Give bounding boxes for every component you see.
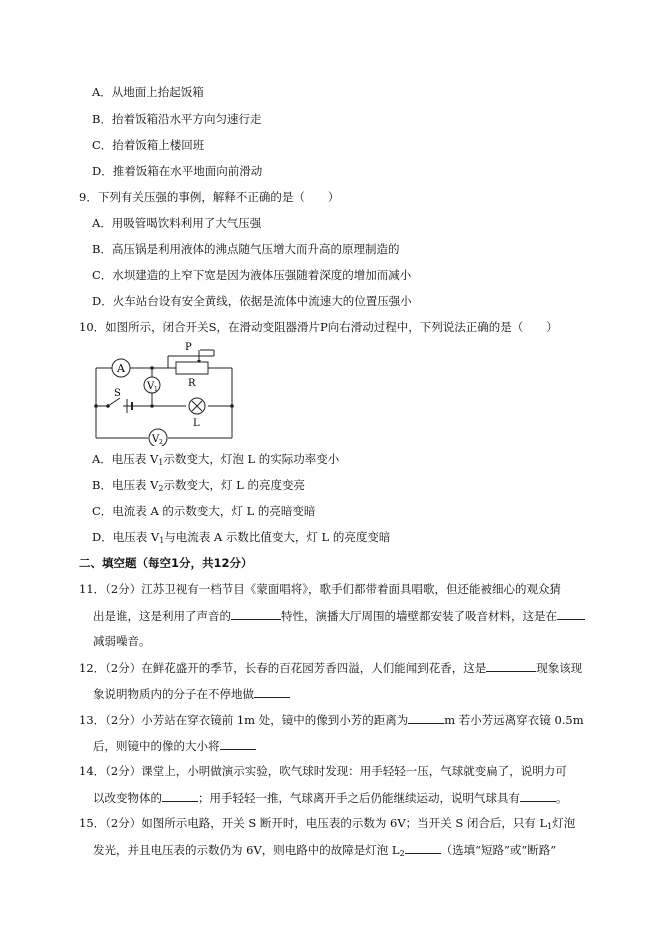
v1-label: V: [147, 381, 155, 392]
q15-line2: 发光，并且电压表的示数仍为 6V，则电路中的故障是灯泡 $L_2$ （选填“短路”或“断路”: [93, 843, 557, 858]
v2-sub: 2: [159, 439, 163, 446]
q10-option-a: A．电压表 $V_1$示数变大，灯泡 L 的实际功率变小: [92, 452, 340, 467]
q10-option-d: D．电压表 $V_1$与电流表 A 示数比值变大，灯 L 的亮度变暗: [92, 530, 391, 545]
q12-line1: 12．（2分）在鲜花盛开的季节，长春的百花园芳香四溢，人们能闻到花香，这是 现象该现: [79, 661, 583, 675]
q12-line2: 象说明物质内的分子在不停地做: [93, 685, 290, 702]
q10-option-b: B．电压表 $V_2$示数变大，灯 L 的亮度变亮: [92, 478, 305, 493]
switch-label: S: [114, 388, 121, 399]
q8-option-d: D．推着饭箱在水平地面向前滑动: [92, 164, 263, 178]
q9-option-d: D．火车站台设有安全黄线，依据是流体中流速大的位置压强小: [92, 294, 412, 308]
lamp-label: L: [193, 418, 200, 429]
q9-option-c: C．水坝建造的上窄下宽是因为液体压强随着深度的增加而减小: [92, 268, 412, 282]
q11-line1: 11．（2分）江苏卫视有一档节目《蒙面唱将》，歌手们都带着面具唱歌，但还能被细心的观众猜: [79, 582, 561, 596]
q13-line2: 后，则镜中的像的大小将: [93, 737, 256, 754]
answer-blank: [520, 789, 556, 802]
q8-option-b: B．抬着饭箱沿水平方向匀速行走: [92, 112, 262, 126]
q15-line1: 15．（2分）如图所示电路，开关 S 断开时，电压表的示数为 6V；当开关 S 闭合后，只有 $L_1$灯泡: [79, 816, 576, 831]
answer-blank: [557, 607, 585, 620]
answer-blank: [220, 737, 256, 750]
q13-line1: 13．（2分）小芳站在穿衣镜前 1m 处，镜中的像到小芳的距离为 m 若小芳远离穿衣镜 0.5m: [79, 713, 584, 727]
answer-blank: [486, 659, 536, 672]
q11-line2: 出是谁，这是利用了声音的 特性，演播大厅周围的墙壁都安装了吸音材料，这是在: [93, 607, 585, 624]
q9-option-b: B．高压锅是利用液体的沸点随气压增大而升高的原理制造的: [92, 242, 400, 256]
answer-blank: [254, 685, 290, 698]
section-title: 二、填空题（每空1分，共12分）: [79, 556, 253, 570]
q9-stem: 9．下列有关压强的事例，解释不正确的是（ ）: [79, 190, 340, 204]
slider-label: P: [185, 342, 192, 353]
q11-line3: 减弱噪音。: [93, 634, 151, 648]
rheostat: [176, 362, 208, 374]
q8-option-a: A．从地面上抬起饭箱: [92, 85, 204, 99]
answer-blank: [408, 711, 444, 724]
q9-option-a: A．用吸管喝饮料利用了大气压强: [92, 216, 262, 230]
v2-label: V: [152, 434, 160, 445]
v1-sub: 1: [154, 386, 158, 393]
answer-blank: [405, 841, 441, 854]
answer-blank: [162, 789, 198, 802]
answer-blank: [231, 607, 281, 620]
q8-option-c: C．抬着饭箱上楼回班: [92, 138, 205, 152]
rheostat-label: R: [188, 378, 196, 389]
ammeter-label: A: [117, 362, 125, 375]
circuit-diagram: [90, 338, 240, 446]
q14-line2: 以改变物体的 ；用手轻轻一推，气球离开手之后仍能继续运动，说明气球具有 。: [93, 791, 568, 805]
q14-line1: 14．（2分）课堂上，小明做演示实验，吹气球时发现：用手轻轻一压，气球就变扁了，说明力可: [79, 764, 567, 778]
q10-option-c: C．电流表 A 的示数变大，灯 L 的亮暗变暗: [92, 504, 316, 518]
q10-stem: 10．如图所示，闭合开关S，在滑动变阻器滑片P向右滑动过程中，下列说法正确的是（ ）: [79, 320, 558, 334]
